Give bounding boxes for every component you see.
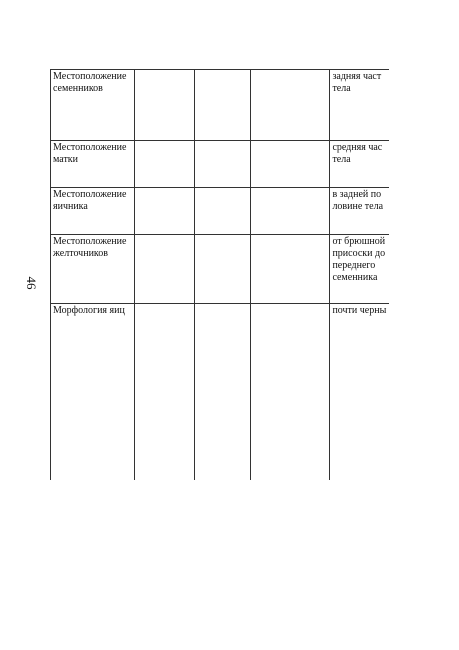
table-row [51,188,390,235]
row-value: средняя час тела [330,141,389,188]
empty-cell [194,235,250,304]
table-row [51,235,390,304]
empty-cell [194,304,250,481]
empty-cell [250,304,330,481]
empty-cell [250,235,330,304]
empty-cell [250,188,330,235]
table-row [51,70,390,141]
table-row [51,141,390,188]
empty-cell [134,141,194,188]
comparison-table [50,69,389,480]
row-label: Местоположение матки [51,141,135,188]
empty-cell [194,141,250,188]
empty-cell [250,70,330,141]
empty-cell [194,188,250,235]
row-label: Морфология яиц [51,304,135,481]
row-value: почти черны [330,304,389,481]
row-label: Местоположение желточников [51,235,135,304]
empty-cell [134,304,194,481]
row-value: от брюшной присоски до переднего семенника [330,235,389,304]
row-label: Местоположение яичника [51,188,135,235]
empty-cell [134,70,194,141]
row-value: задняя част тела [330,70,389,141]
empty-cell [134,188,194,235]
empty-cell [250,141,330,188]
row-label: Местоположение семенников [51,70,135,141]
page-number: 46 [24,276,39,290]
comparison-table-clip [50,69,389,480]
row-value: в задней по ловине тела [330,188,389,235]
empty-cell [134,235,194,304]
table-row [51,304,390,481]
empty-cell [194,70,250,141]
